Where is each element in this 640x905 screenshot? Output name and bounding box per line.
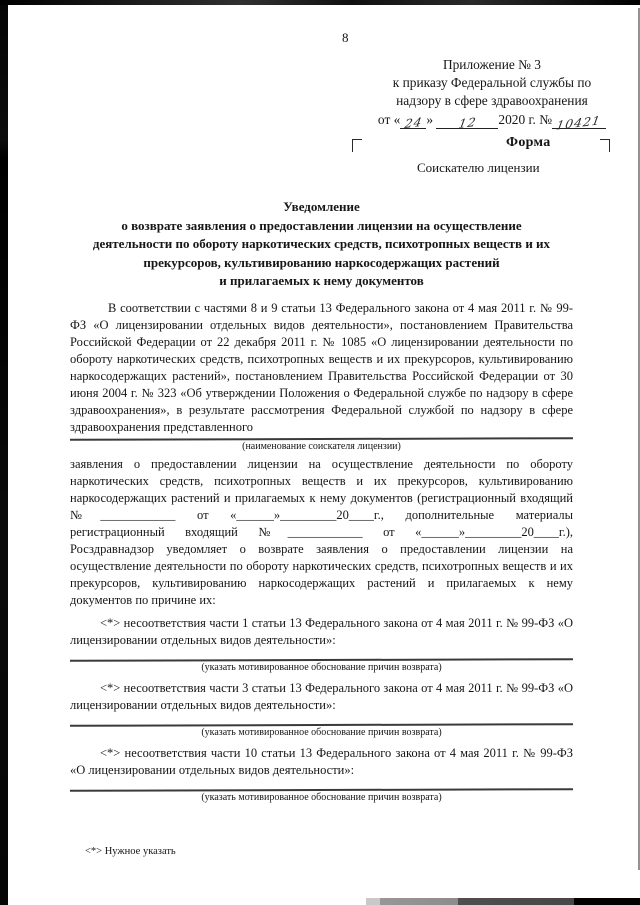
handwritten-month: 12 xyxy=(457,114,478,132)
date-prefix: от « xyxy=(377,112,401,127)
appendix-date-line xyxy=(377,111,606,133)
date-close-quote: » xyxy=(426,112,434,127)
document-body xyxy=(70,198,573,857)
scan-artifact-left-bar xyxy=(0,5,8,905)
form-corner-mark-right-icon xyxy=(600,139,610,152)
page-number: 8 xyxy=(342,30,349,45)
applicant-name-caption: (наименование соискателя лицензии) xyxy=(242,440,401,452)
scan-artifact-bottom-bar xyxy=(366,898,640,905)
title-line: Уведомление xyxy=(283,199,360,214)
handwritten-order-number: 10421 xyxy=(555,113,603,133)
reason-caption-2: (указать мотивированное обоснование причин возврата) xyxy=(201,726,442,738)
document-title xyxy=(70,198,573,291)
reason-caption-3: (указать мотивированное обоснование причин возврата) xyxy=(201,791,442,803)
intro-paragraph: В соответствии с частями 8 и 9 статьи 13 Федерального закона от 4 мая 2011 г. № 99-ФЗ «О лицензировании отдельных видов деятельности», постановлением Правительства Российской Федерации от 22 декабря 2011 г. № 1085 «О лицензировании деятельности по обороту наркотических средств, психотропных веществ и их прекурсоров, культивированию наркосодержащих растений», постановлением Правительства Российской Федерации от 30 июня 2004 г. № 323 «Об утверждении Положения о Федеральной службе по надзору в сфере здравоохранения», в результате рассмотрения Федеральной службой по надзору в сфере здравоохранения представленного xyxy=(70,300,573,434)
addressee-label: Соискателю лицензии xyxy=(417,160,540,175)
scan-artifact-top-bar xyxy=(0,0,640,5)
date-number-blank xyxy=(552,113,606,133)
date-month-blank xyxy=(436,114,498,132)
title-line: и прилагаемых к нему документов xyxy=(219,273,424,288)
title-line: о возврате заявления о предоставлении лицензии на осуществление xyxy=(121,217,522,233)
reason-item-3: <*> несоответствия части 10 статьи 13 Федерального закона от 4 мая 2011 г. № 99-ФЗ «О лицензировании отдельных видов деятельности»: xyxy=(70,745,573,777)
appendix-line: надзору в сфере здравоохранения xyxy=(396,93,588,108)
title-line: прекурсоров, культивированию наркосодержащих растений xyxy=(143,254,500,270)
date-year-suffix: 2020 г. № xyxy=(498,112,552,127)
date-day-blank xyxy=(400,114,426,132)
reason-item-2: <*> несоответствия части 3 статьи 13 Федерального закона от 4 мая 2011 г. № 99-ФЗ «О лицензировании отдельных видов деятельности»: xyxy=(70,680,573,712)
reason-caption-1: (указать мотивированное обоснование причин возврата) xyxy=(201,661,442,673)
title-line: деятельности по обороту наркотических средств, психотропных веществ и их xyxy=(92,236,551,251)
appendix-line: к приказу Федеральной службы по xyxy=(392,75,592,90)
reason-item-1: <*> несоответствия части 1 статьи 13 Федерального закона от 4 мая 2011 г. № 99-ФЗ «О лицензировании отдельных видов деятельности»: xyxy=(70,615,573,647)
application-paragraph: заявления о предоставлении лицензии на осуществление деятельности по обороту наркотических средств, психотропных веществ и их прекурсоров, культивированию наркосодержащих растений и прилагаемых к нему документов (регистрационный входящий №____________ от «______»_________20____г., дополнительные материалы регистрационный входящий №____________ от «______»_________20____г.), Росздравнадзор уведомляет о возврате заявления о предоставлении лицензии на осуществление деятельности по обороту наркотических средств, психотропных веществ и их прекурсоров, культивированию наркосодержащих растений и прилагаемых к нему документов по причине их: xyxy=(70,456,573,607)
handwritten-day: 24 xyxy=(403,114,424,132)
form-label: Форма xyxy=(506,135,551,150)
appendix-block xyxy=(377,56,606,133)
footnote: <*> Нужное указать xyxy=(85,845,176,857)
form-corner-mark-left-icon xyxy=(352,139,362,152)
appendix-line: Приложение № 3 xyxy=(442,57,541,72)
